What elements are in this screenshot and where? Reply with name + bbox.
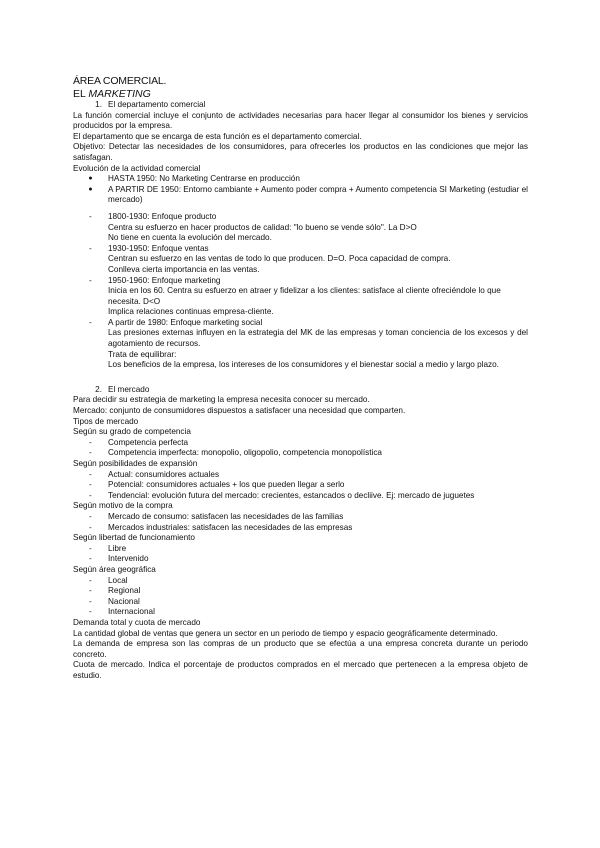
paragraph: Objetivo: Detectar las necesidades de los consumidores, para ofrecerles los productos en las condiciones que mejor las satisfagan. bbox=[73, 142, 528, 162]
list-item bbox=[73, 512, 528, 523]
paragraph: Para decidir su estrategia de marketing la empresa necesita conocer su mercado. bbox=[73, 395, 370, 405]
bullet-icon: ● bbox=[88, 175, 93, 183]
paragraph: El departamento que se encarga de esta función es el departamento comercial. bbox=[73, 131, 362, 141]
subsection-number: 2. bbox=[95, 384, 102, 394]
market-group bbox=[73, 427, 528, 459]
list-item-text: Internacional bbox=[108, 607, 155, 617]
dash-marker: - bbox=[89, 575, 92, 585]
list-item-text: Local bbox=[108, 575, 128, 585]
dash-marker: - bbox=[89, 522, 92, 532]
period-line: Inicia en los 60. Centra su esfuerzo en atraer y fidelizar a los clientes: satisface al cliente ofreciéndole lo que necesita. D<O bbox=[108, 286, 501, 306]
page-title: ÁREA COMERCIAL. bbox=[73, 75, 167, 87]
market-group bbox=[73, 533, 528, 565]
bullet-text: A PARTIR DE 1950: Entorno cambiante + Aumento poder compra + Aumento competencia SI Marketing (estudiar el mercado) bbox=[108, 184, 528, 205]
bullet-text: HASTA 1950: No Marketing Centrarse en producción bbox=[108, 174, 300, 184]
bullet-item bbox=[73, 185, 528, 206]
section-heading-italic: MARKETING bbox=[88, 88, 151, 100]
market-group bbox=[73, 501, 528, 533]
dash-marker: - bbox=[89, 469, 92, 479]
paragraph: Evolución de la actividad comercial bbox=[73, 163, 201, 173]
subsection-label: El mercado bbox=[108, 384, 150, 394]
market-group bbox=[73, 565, 528, 618]
period-heading: 1950-1960: Enfoque marketing bbox=[108, 275, 221, 285]
section-heading-prefix: EL bbox=[73, 88, 89, 100]
paragraph: La función comercial incluye el conjunto de actividades necesarias para hacer llegar al consumidor los bienes y servicios producidos por la empresa. bbox=[73, 110, 528, 131]
section-heading bbox=[73, 88, 528, 100]
list-item bbox=[73, 523, 528, 534]
list-item-text: Mercado de consumo: satisfacen las necesidades de las familias bbox=[108, 511, 344, 521]
dash-marker: - bbox=[89, 448, 92, 458]
dash-marker: - bbox=[89, 211, 92, 221]
period-line: Trata de equilibrar: bbox=[108, 349, 177, 359]
group-heading: Según libertad de funcionamiento bbox=[73, 533, 195, 543]
list-item bbox=[73, 491, 528, 502]
paragraph: Demanda total y cuota de mercado bbox=[73, 617, 201, 627]
list-item-text: Intervenido bbox=[108, 554, 149, 564]
dash-marker: - bbox=[89, 480, 92, 490]
period-line: Centra su esfuerzo en hacer productos de calidad: "lo bueno se vende sólo". La D>O bbox=[108, 222, 417, 232]
period-item bbox=[73, 244, 528, 276]
period-line: No tiene en cuenta la evolución del mercado. bbox=[108, 233, 272, 243]
bullet-item bbox=[73, 174, 528, 185]
list-item bbox=[73, 438, 528, 449]
list-item-text: Competencia perfecta bbox=[108, 437, 189, 447]
list-item-text: Regional bbox=[108, 586, 141, 596]
subsection-label: El departamento comercial bbox=[108, 100, 206, 109]
paragraph: Mercado: conjunto de consumidores dispuestos a satisfacer una necesidad que comparten. bbox=[73, 406, 406, 416]
period-heading: 1930-1950: Enfoque ventas bbox=[108, 243, 209, 253]
list-item bbox=[73, 544, 528, 555]
paragraph: Cuota de mercado. Indica el porcentaje de productos comprados en el mercado que pertenecen a la empresa objeto de estudio. bbox=[73, 660, 528, 680]
period-item bbox=[73, 212, 528, 244]
dash-marker: - bbox=[89, 596, 92, 606]
list-item-text: Actual: consumidores actuales bbox=[108, 469, 220, 479]
list-item bbox=[73, 480, 528, 491]
dash-marker: - bbox=[89, 243, 92, 253]
group-heading: Según su grado de competencia bbox=[73, 427, 191, 437]
market-group bbox=[73, 459, 528, 501]
group-heading: Según área geográfica bbox=[73, 564, 156, 574]
document-page bbox=[73, 74, 528, 681]
period-line: Las presiones externas influyen en la estrategia del MK de las empresas y toman conciencia de los excesos y del agotamiento de recursos. bbox=[108, 328, 528, 349]
list-item bbox=[73, 576, 528, 587]
list-item bbox=[73, 554, 528, 565]
dash-marker: - bbox=[89, 437, 92, 447]
period-item bbox=[73, 318, 528, 371]
period-line: Centran su esfuerzo en las ventas de todo lo que producen. D=O. Poca capacidad de compra. bbox=[108, 254, 451, 264]
period-line: Implica relaciones continuas empresa-cliente. bbox=[108, 307, 274, 317]
paragraph: La cantidad global de ventas que genera un sector en un periodo de tiempo y espacio geográficamente determinado. bbox=[73, 628, 498, 638]
dash-marker: - bbox=[89, 586, 92, 596]
list-item-text: Potencial: consumidores actuales + los que pueden llegar a serlo bbox=[108, 480, 345, 490]
period-item bbox=[73, 276, 528, 318]
period-line: Los beneficios de la empresa, los intereses de los consumidores y el bienestar social a medio y largo plazo. bbox=[108, 360, 499, 370]
paragraph: Tipos de mercado bbox=[73, 416, 139, 426]
dash-marker: - bbox=[89, 275, 92, 285]
list-item bbox=[73, 470, 528, 481]
period-heading: A partir de 1980: Enfoque marketing social bbox=[108, 317, 263, 327]
list-item-text: Mercados industriales: satisfacen las necesidades de las empresas bbox=[108, 522, 353, 532]
dash-marker: - bbox=[89, 607, 92, 617]
group-heading: Según posibilidades de expansión bbox=[73, 459, 198, 468]
list-item-text: Competencia imperfecta: monopolio, oligopolio, competencia monopolística bbox=[108, 448, 382, 458]
list-item-text: Nacional bbox=[108, 596, 140, 606]
dash-marker: - bbox=[89, 490, 92, 500]
list-item-text: Tendencial: evolución futura del mercado: crecientes, estancados o decliive. Ej: mercado de juguetes bbox=[108, 490, 475, 500]
group-heading: Según motivo de la compra bbox=[73, 501, 173, 511]
list-item bbox=[73, 448, 528, 459]
list-item bbox=[73, 597, 528, 608]
paragraph: La demanda de empresa son las compras de un producto que se efectúa a una empresa concreta durante un periodo concreto. bbox=[73, 639, 528, 659]
list-item-text: Libre bbox=[108, 543, 127, 553]
period-heading: 1800-1930: Enfoque producto bbox=[108, 211, 217, 221]
subsection-1-title bbox=[73, 100, 528, 111]
bullet-icon: ● bbox=[88, 185, 93, 193]
dash-marker: - bbox=[89, 511, 92, 521]
dash-marker: - bbox=[89, 543, 92, 553]
period-line: Conlleva cierta importancia en las ventas. bbox=[108, 264, 260, 274]
list-item bbox=[73, 586, 528, 597]
subsection-number: 1. bbox=[95, 100, 102, 109]
list-item bbox=[73, 607, 528, 618]
dash-marker: - bbox=[89, 554, 92, 564]
subsection-2-title bbox=[73, 385, 528, 396]
dash-marker: - bbox=[89, 317, 92, 327]
